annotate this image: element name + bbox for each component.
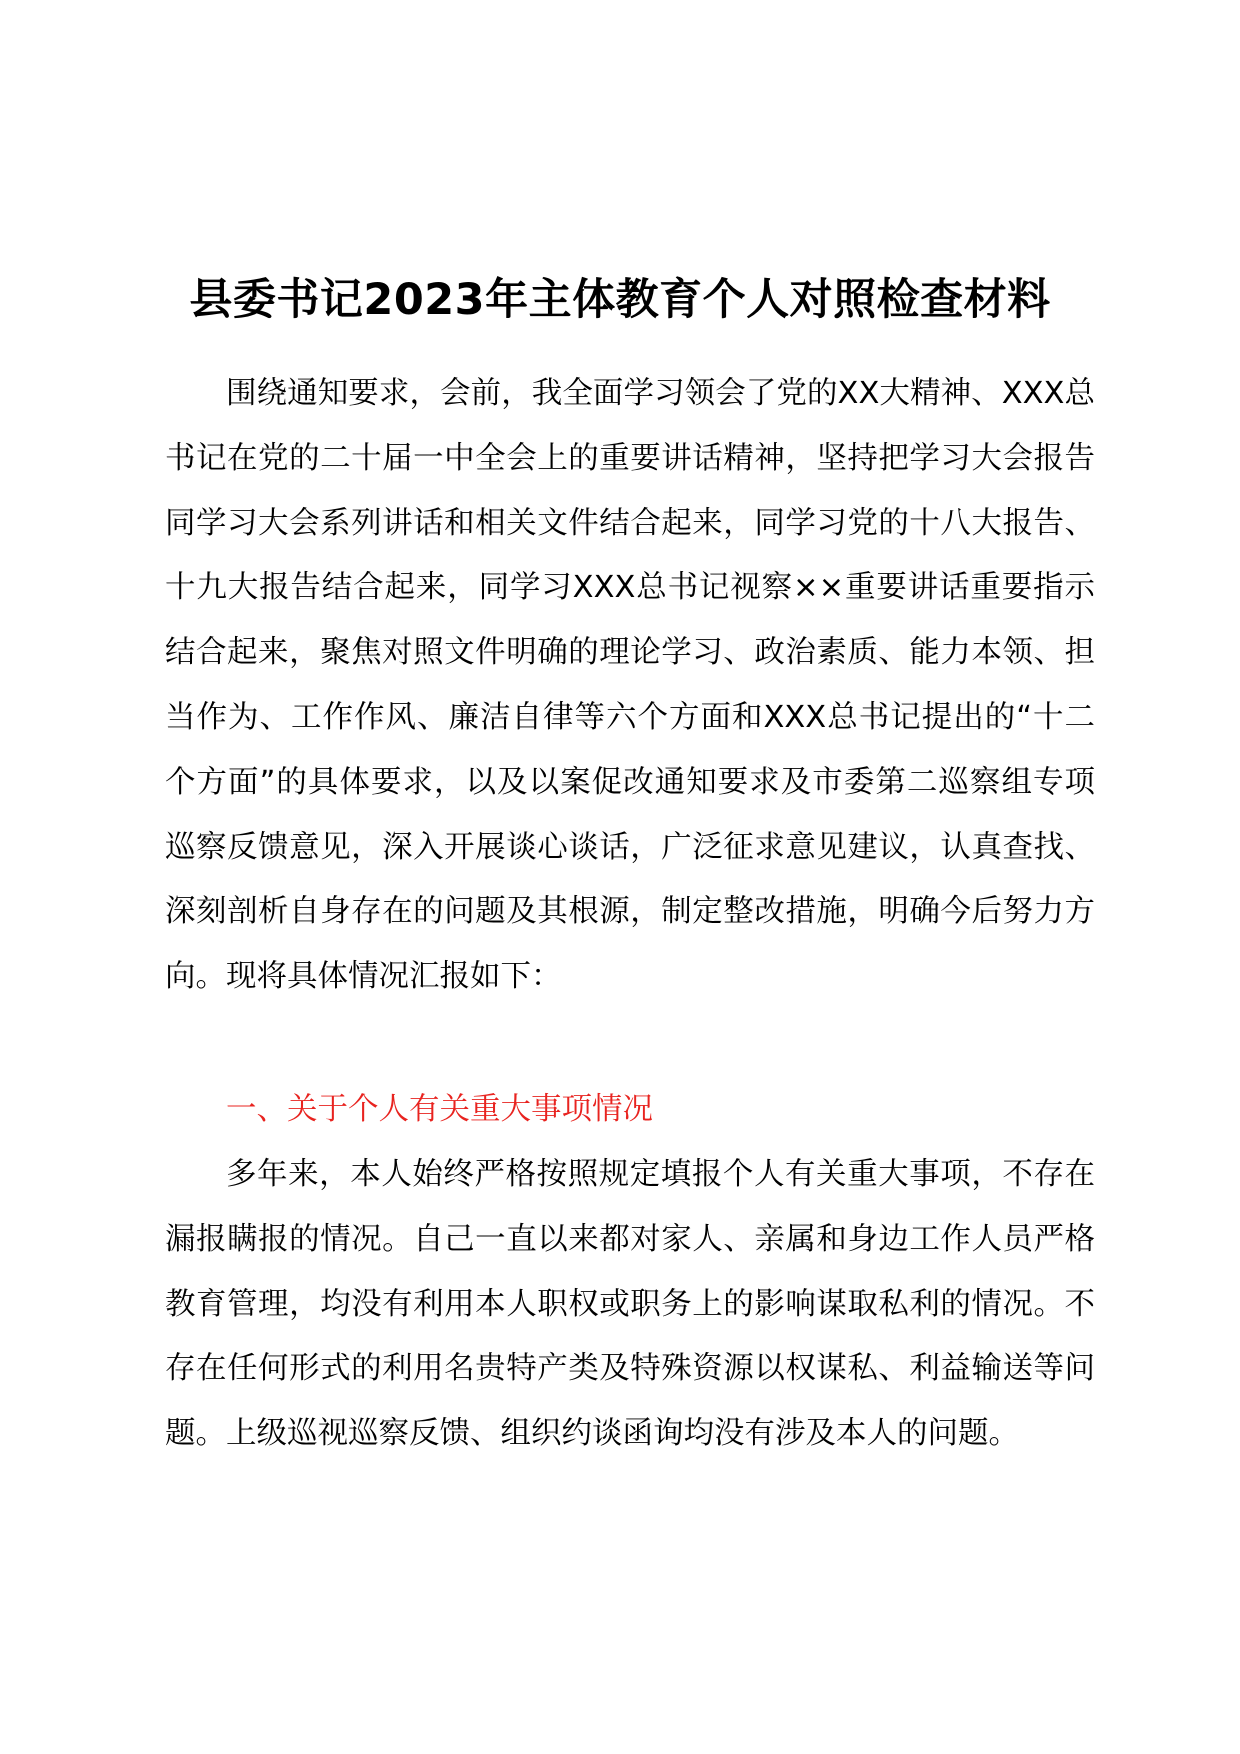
- section-heading-1: 一、关于个人有关重大事项情况: [226, 1092, 653, 1127]
- document-title: 县委书记2023年主体教育个人对照检查材料: [189, 275, 1051, 325]
- section-1-paragraph: 多年来，本人始终严格按照规定填报个人有关重大事项，不存在漏报瞒报的情况。自己一直以来都对家人、亲属和身边工作人员严格教育管理，均没有利用本人职权或职务上的影响谋取私利的情况。不存在任何形式的利用名贵特产类及特殊资源以权谋私、利益输送等问题。上级巡视巡察反馈、组织约谈函询均没有涉及本人的问题。: [165, 1157, 1095, 1452]
- intro-paragraph: 围绕通知要求，会前，我全面学习领会了党的XX大精神、XXX总书记在党的二十届一中全会上的重要讲话精神，坚持把学习大会报告同学习大会系列讲话和相关文件结合起来，同学习党的十八大报告、十九大报告结合起来，同学习XXX总书记视察××重要讲话重要指示结合起来，聚焦对照文件明确的理论学习、政治素质、能力本领、担当作为、工作作风、廉洁自律等六个方面和XXX总书记提出的“十二个方面”的具体要求，以及以案促改通知要求及市委第二巡察组专项巡察反馈意见，深入开展谈心谈话，广泛征求意见建议，认真查找、深刻剖析自身存在的问题及其根源，制定整改措施，明确今后努力方向。现将具体情况汇报如下：: [165, 376, 1095, 995]
